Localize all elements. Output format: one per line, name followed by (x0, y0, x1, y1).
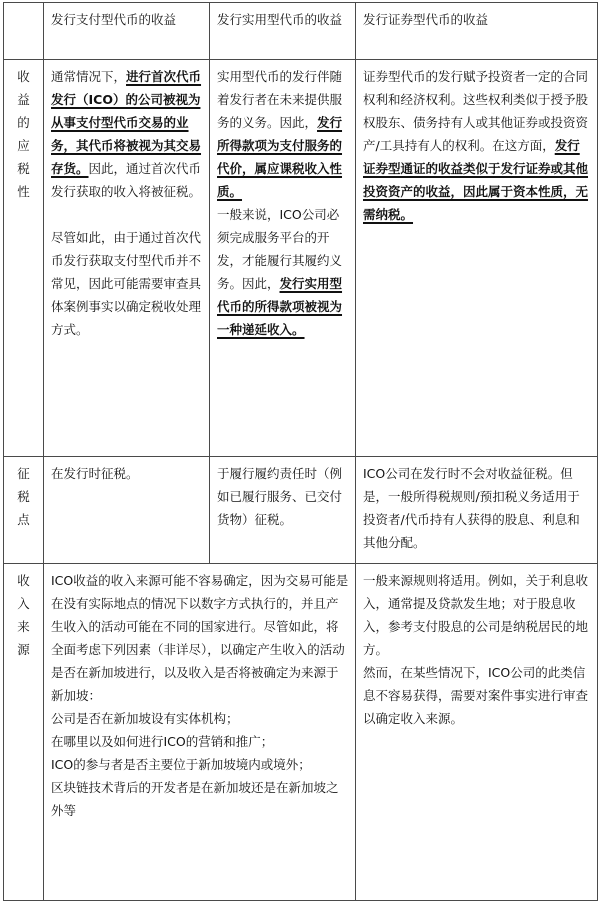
paragraph: 一般来源规则将适用。例如，关于利息收入，通常提及贷款发生地；对于股息收入，参考支付股息的公司是纳税居民的地方。 (363, 573, 589, 657)
table-header-row (4, 3, 598, 60)
cell-taxability-security (356, 60, 598, 457)
table-row-income-source (4, 564, 598, 901)
highlighted-text: 发行所得款项为支付服务的代价，属应课税收入性质。 (217, 115, 343, 199)
table-row-taxing-point (4, 457, 598, 564)
cell-taxing-point-payment: 在发行时征税。 (44, 457, 210, 564)
token-tax-comparison-table (3, 2, 598, 901)
highlighted-text: 发行实用型代币的所得款项被视为一种递延收入。 (217, 276, 343, 337)
factor-item: ICO的参与者是否主要位于新加坡境内或境外； (51, 757, 311, 772)
paragraph-gap (51, 203, 203, 226)
row-label-taxability: 收益的应税性 (4, 60, 44, 457)
text-segment: 因此，通过首次代币发行获取的收入将被征税。 (51, 161, 202, 199)
header-utility-token: 发行实用型代币的收益 (210, 3, 356, 60)
cell-income-source-security (356, 564, 598, 901)
text-segment: 实用型代币的发行伴随着发行者在未来提供服务的义务。因此， (217, 69, 343, 130)
text-segment: 通常情况下， (51, 69, 127, 84)
factor-item: 区块链技术背后的开发者是在新加坡还是在新加坡之外等 (51, 780, 339, 818)
cell-taxability-payment (44, 60, 210, 457)
factor-item: 在哪里以及如何进行ICO的营销和推广； (51, 734, 274, 749)
header-empty-cell (4, 3, 44, 60)
factor-item: 公司是否在新加坡设有实体机构； (51, 711, 239, 726)
paragraph (217, 203, 349, 341)
text-segment: 一般来说，ICO公司必须完成服务平台的开发，才能履行其履约义务。因此， (217, 207, 343, 291)
paragraph: 尽管如此，由于通过首次代币发行获取支付型代币并不常见，因此可能需要审查具体案例事实以确定税收处理方式。 (51, 230, 202, 337)
header-payment-token: 发行支付型代币的收益 (44, 3, 210, 60)
text-segment: 证券型代币的发行赋予投资者一定的合同权利和经济权利。这些权利类似于授予股权股东、债务持有人或其他证券或投资资产/工具持有人的权利。在这方面， (363, 69, 589, 153)
cell-taxability-utility (210, 60, 356, 457)
table-row-taxability (4, 60, 598, 457)
cell-taxing-point-utility: 于履行履约责任时（例如已履行服务、已交付货物）征税。 (210, 457, 356, 564)
paragraph: 然而，在某些情况下，ICO公司的此类信息不容易获得，需要对案件事实进行审查以确定收入来源。 (363, 665, 589, 726)
highlighted-text: 进行首次代币发行（ICO）的公司被视为从事支付型代币交易的业务，其代币将被视为其交易存货。 (51, 69, 202, 176)
paragraph: ICO收益的收入来源可能不容易确定，因为交易可能是在没有实际地点的情况下以数字方式执行的，并且产生收入的活动可能在不同的国家进行。尽管如此，将全面考虑下列因素（非详尽），以确定产生收入的活动是否在新加坡进行，以及收入是否将被确定为来源于新加坡： (51, 573, 349, 703)
row-label-taxing-point: 征税点 (4, 457, 44, 564)
highlighted-text: 发行证券型通证的收益类似于发行证券或其他投资资产的收益，因此属于资本性质，无需纳税。 (363, 138, 589, 222)
cell-income-source-payment-utility (44, 564, 356, 901)
row-label-income-source: 收入来源 (4, 564, 44, 901)
header-security-token: 发行证券型代币的收益 (356, 3, 598, 60)
cell-taxing-point-security: ICO公司在发行时不会对收益征税。但是，一般所得税规则/预扣税义务适用于投资者/代币持有人获得的股息、利息和其他分配。 (356, 457, 598, 564)
